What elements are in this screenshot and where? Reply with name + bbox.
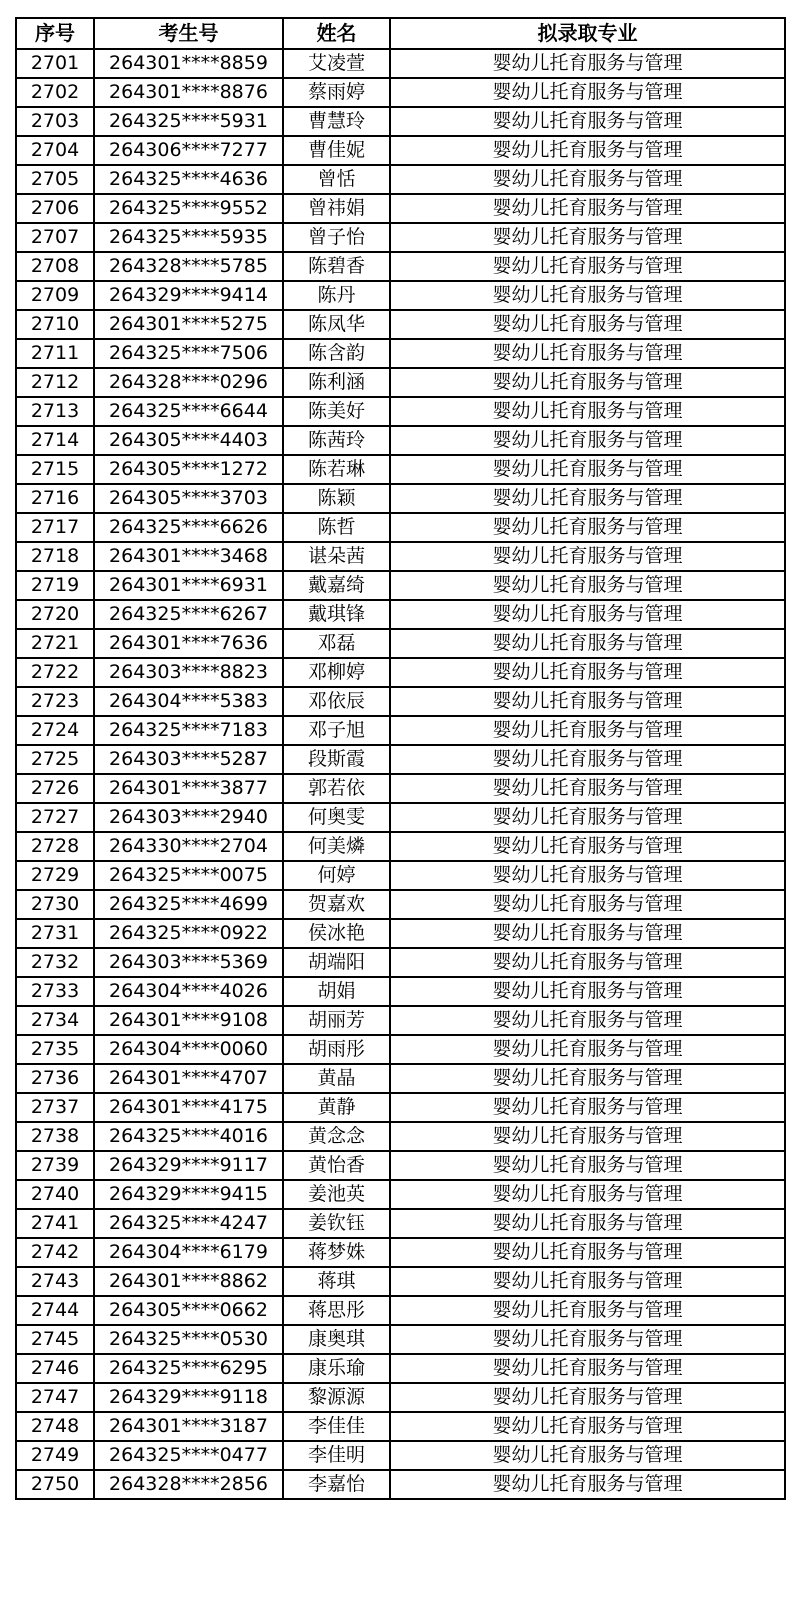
cell-exam-id: 264304****0060 bbox=[94, 1035, 283, 1064]
cell-seq: 2737 bbox=[16, 1093, 94, 1122]
table-row bbox=[16, 542, 785, 571]
cell-seq: 2719 bbox=[16, 571, 94, 600]
table-row bbox=[16, 1441, 785, 1470]
cell-major: 婴幼儿托育服务与管理 bbox=[390, 745, 785, 774]
cell-name: 胡娟 bbox=[283, 977, 390, 1006]
cell-name: 胡雨彤 bbox=[283, 1035, 390, 1064]
cell-major: 婴幼儿托育服务与管理 bbox=[390, 1383, 785, 1412]
cell-name: 陈哲 bbox=[283, 513, 390, 542]
header-major: 拟录取专业 bbox=[390, 18, 785, 49]
cell-seq: 2710 bbox=[16, 310, 94, 339]
cell-seq: 2713 bbox=[16, 397, 94, 426]
cell-name: 黄静 bbox=[283, 1093, 390, 1122]
table-row bbox=[16, 1006, 785, 1035]
cell-name: 姜池英 bbox=[283, 1180, 390, 1209]
cell-exam-id: 264305****0662 bbox=[94, 1296, 283, 1325]
cell-name: 黎源源 bbox=[283, 1383, 390, 1412]
table-row bbox=[16, 919, 785, 948]
table-row bbox=[16, 948, 785, 977]
cell-exam-id: 264325****9552 bbox=[94, 194, 283, 223]
cell-seq: 2730 bbox=[16, 890, 94, 919]
cell-name: 戴琪锋 bbox=[283, 600, 390, 629]
cell-name: 段斯霞 bbox=[283, 745, 390, 774]
cell-exam-id: 264301****8876 bbox=[94, 78, 283, 107]
table-row bbox=[16, 397, 785, 426]
cell-name: 蒋思彤 bbox=[283, 1296, 390, 1325]
table-row bbox=[16, 484, 785, 513]
table-row bbox=[16, 194, 785, 223]
cell-major: 婴幼儿托育服务与管理 bbox=[390, 426, 785, 455]
cell-name: 蔡雨婷 bbox=[283, 78, 390, 107]
cell-major: 婴幼儿托育服务与管理 bbox=[390, 252, 785, 281]
cell-seq: 2704 bbox=[16, 136, 94, 165]
cell-name: 陈利涵 bbox=[283, 368, 390, 397]
cell-major: 婴幼儿托育服务与管理 bbox=[390, 1412, 785, 1441]
cell-major: 婴幼儿托育服务与管理 bbox=[390, 1180, 785, 1209]
header-seq: 序号 bbox=[16, 18, 94, 49]
cell-name: 贺嘉欢 bbox=[283, 890, 390, 919]
cell-name: 谌朵茜 bbox=[283, 542, 390, 571]
table-row bbox=[16, 513, 785, 542]
table-row bbox=[16, 49, 785, 78]
cell-seq: 2733 bbox=[16, 977, 94, 1006]
cell-name: 李佳明 bbox=[283, 1441, 390, 1470]
cell-exam-id: 264325****0477 bbox=[94, 1441, 283, 1470]
cell-name: 陈茜玲 bbox=[283, 426, 390, 455]
cell-name: 陈美好 bbox=[283, 397, 390, 426]
cell-exam-id: 264325****4699 bbox=[94, 890, 283, 919]
cell-major: 婴幼儿托育服务与管理 bbox=[390, 165, 785, 194]
cell-seq: 2729 bbox=[16, 861, 94, 890]
table-row bbox=[16, 1412, 785, 1441]
table-row bbox=[16, 600, 785, 629]
cell-major: 婴幼儿托育服务与管理 bbox=[390, 1209, 785, 1238]
cell-name: 黄念念 bbox=[283, 1122, 390, 1151]
cell-seq: 2741 bbox=[16, 1209, 94, 1238]
cell-seq: 2734 bbox=[16, 1006, 94, 1035]
cell-seq: 2732 bbox=[16, 948, 94, 977]
cell-name: 曾子怡 bbox=[283, 223, 390, 252]
cell-major: 婴幼儿托育服务与管理 bbox=[390, 571, 785, 600]
table-row bbox=[16, 1238, 785, 1267]
cell-exam-id: 264325****0922 bbox=[94, 919, 283, 948]
cell-exam-id: 264325****0075 bbox=[94, 861, 283, 890]
cell-seq: 2725 bbox=[16, 745, 94, 774]
cell-exam-id: 264325****6295 bbox=[94, 1354, 283, 1383]
cell-seq: 2728 bbox=[16, 832, 94, 861]
table-row bbox=[16, 774, 785, 803]
cell-major: 婴幼儿托育服务与管理 bbox=[390, 136, 785, 165]
cell-name: 郭若依 bbox=[283, 774, 390, 803]
admission-table bbox=[15, 17, 786, 1500]
cell-major: 婴幼儿托育服务与管理 bbox=[390, 78, 785, 107]
table-row bbox=[16, 658, 785, 687]
cell-seq: 2706 bbox=[16, 194, 94, 223]
cell-seq: 2727 bbox=[16, 803, 94, 832]
cell-exam-id: 264305****4403 bbox=[94, 426, 283, 455]
cell-exam-id: 264330****2704 bbox=[94, 832, 283, 861]
cell-exam-id: 264328****2856 bbox=[94, 1470, 283, 1499]
cell-major: 婴幼儿托育服务与管理 bbox=[390, 368, 785, 397]
cell-exam-id: 264325****7506 bbox=[94, 339, 283, 368]
table-row bbox=[16, 1151, 785, 1180]
table-row bbox=[16, 1064, 785, 1093]
table-row bbox=[16, 571, 785, 600]
header-exam-id: 考生号 bbox=[94, 18, 283, 49]
cell-major: 婴幼儿托育服务与管理 bbox=[390, 1470, 785, 1499]
cell-exam-id: 264325****4016 bbox=[94, 1122, 283, 1151]
cell-exam-id: 264303****5287 bbox=[94, 745, 283, 774]
cell-exam-id: 264303****8823 bbox=[94, 658, 283, 687]
cell-major: 婴幼儿托育服务与管理 bbox=[390, 832, 785, 861]
cell-major: 婴幼儿托育服务与管理 bbox=[390, 107, 785, 136]
cell-seq: 2714 bbox=[16, 426, 94, 455]
cell-exam-id: 264325****6644 bbox=[94, 397, 283, 426]
cell-major: 婴幼儿托育服务与管理 bbox=[390, 542, 785, 571]
table-row bbox=[16, 977, 785, 1006]
cell-seq: 2717 bbox=[16, 513, 94, 542]
cell-exam-id: 264304****5383 bbox=[94, 687, 283, 716]
cell-major: 婴幼儿托育服务与管理 bbox=[390, 1093, 785, 1122]
cell-seq: 2745 bbox=[16, 1325, 94, 1354]
cell-seq: 2738 bbox=[16, 1122, 94, 1151]
cell-major: 婴幼儿托育服务与管理 bbox=[390, 861, 785, 890]
table-row bbox=[16, 1470, 785, 1499]
cell-exam-id: 264301****6931 bbox=[94, 571, 283, 600]
cell-major: 婴幼儿托育服务与管理 bbox=[390, 629, 785, 658]
cell-name: 陈若琳 bbox=[283, 455, 390, 484]
cell-major: 婴幼儿托育服务与管理 bbox=[390, 658, 785, 687]
cell-name: 侯冰艳 bbox=[283, 919, 390, 948]
cell-name: 戴嘉绮 bbox=[283, 571, 390, 600]
cell-exam-id: 264301****5275 bbox=[94, 310, 283, 339]
header-name: 姓名 bbox=[283, 18, 390, 49]
cell-exam-id: 264301****3468 bbox=[94, 542, 283, 571]
cell-name: 姜钦钰 bbox=[283, 1209, 390, 1238]
cell-name: 邓子旭 bbox=[283, 716, 390, 745]
table-row bbox=[16, 1180, 785, 1209]
table-row bbox=[16, 832, 785, 861]
cell-seq: 2721 bbox=[16, 629, 94, 658]
cell-exam-id: 264305****1272 bbox=[94, 455, 283, 484]
cell-seq: 2707 bbox=[16, 223, 94, 252]
cell-exam-id: 264325****7183 bbox=[94, 716, 283, 745]
cell-major: 婴幼儿托育服务与管理 bbox=[390, 890, 785, 919]
cell-seq: 2726 bbox=[16, 774, 94, 803]
table-row bbox=[16, 368, 785, 397]
cell-exam-id: 264328****5785 bbox=[94, 252, 283, 281]
cell-seq: 2711 bbox=[16, 339, 94, 368]
cell-exam-id: 264306****7277 bbox=[94, 136, 283, 165]
cell-seq: 2702 bbox=[16, 78, 94, 107]
cell-major: 婴幼儿托育服务与管理 bbox=[390, 977, 785, 1006]
table-row bbox=[16, 745, 785, 774]
cell-seq: 2750 bbox=[16, 1470, 94, 1499]
cell-major: 婴幼儿托育服务与管理 bbox=[390, 397, 785, 426]
cell-major: 婴幼儿托育服务与管理 bbox=[390, 1325, 785, 1354]
cell-exam-id: 264325****4636 bbox=[94, 165, 283, 194]
table-row bbox=[16, 803, 785, 832]
cell-name: 康乐瑜 bbox=[283, 1354, 390, 1383]
cell-exam-id: 264304****6179 bbox=[94, 1238, 283, 1267]
cell-major: 婴幼儿托育服务与管理 bbox=[390, 1354, 785, 1383]
cell-name: 何奥雯 bbox=[283, 803, 390, 832]
cell-name: 黄怡香 bbox=[283, 1151, 390, 1180]
cell-name: 黄晶 bbox=[283, 1064, 390, 1093]
cell-seq: 2747 bbox=[16, 1383, 94, 1412]
table-row bbox=[16, 716, 785, 745]
cell-seq: 2709 bbox=[16, 281, 94, 310]
table-row bbox=[16, 629, 785, 658]
cell-exam-id: 264301****9108 bbox=[94, 1006, 283, 1035]
cell-major: 婴幼儿托育服务与管理 bbox=[390, 1441, 785, 1470]
cell-major: 婴幼儿托育服务与管理 bbox=[390, 281, 785, 310]
cell-major: 婴幼儿托育服务与管理 bbox=[390, 687, 785, 716]
cell-major: 婴幼儿托育服务与管理 bbox=[390, 919, 785, 948]
cell-name: 陈含韵 bbox=[283, 339, 390, 368]
cell-name: 胡端阳 bbox=[283, 948, 390, 977]
cell-seq: 2705 bbox=[16, 165, 94, 194]
cell-name: 艾凌萱 bbox=[283, 49, 390, 78]
cell-major: 婴幼儿托育服务与管理 bbox=[390, 1267, 785, 1296]
cell-exam-id: 264301****3187 bbox=[94, 1412, 283, 1441]
cell-name: 陈碧香 bbox=[283, 252, 390, 281]
cell-exam-id: 264329****9415 bbox=[94, 1180, 283, 1209]
cell-seq: 2703 bbox=[16, 107, 94, 136]
cell-exam-id: 264301****4707 bbox=[94, 1064, 283, 1093]
table-header bbox=[16, 18, 785, 49]
cell-exam-id: 264325****6626 bbox=[94, 513, 283, 542]
cell-name: 蒋梦姝 bbox=[283, 1238, 390, 1267]
cell-name: 陈颖 bbox=[283, 484, 390, 513]
cell-seq: 2742 bbox=[16, 1238, 94, 1267]
table-row bbox=[16, 1383, 785, 1412]
cell-exam-id: 264325****4247 bbox=[94, 1209, 283, 1238]
cell-seq: 2749 bbox=[16, 1441, 94, 1470]
table-row bbox=[16, 426, 785, 455]
cell-exam-id: 264301****4175 bbox=[94, 1093, 283, 1122]
cell-exam-id: 264325****5931 bbox=[94, 107, 283, 136]
cell-major: 婴幼儿托育服务与管理 bbox=[390, 716, 785, 745]
table-row bbox=[16, 310, 785, 339]
table-row bbox=[16, 78, 785, 107]
cell-name: 陈凤华 bbox=[283, 310, 390, 339]
table-row bbox=[16, 1325, 785, 1354]
cell-name: 胡丽芳 bbox=[283, 1006, 390, 1035]
cell-exam-id: 264329****9414 bbox=[94, 281, 283, 310]
cell-seq: 2748 bbox=[16, 1412, 94, 1441]
cell-seq: 2731 bbox=[16, 919, 94, 948]
cell-major: 婴幼儿托育服务与管理 bbox=[390, 600, 785, 629]
cell-name: 邓依辰 bbox=[283, 687, 390, 716]
cell-major: 婴幼儿托育服务与管理 bbox=[390, 803, 785, 832]
header-row bbox=[16, 18, 785, 49]
cell-name: 康奥琪 bbox=[283, 1325, 390, 1354]
cell-major: 婴幼儿托育服务与管理 bbox=[390, 1064, 785, 1093]
cell-name: 陈丹 bbox=[283, 281, 390, 310]
table-row bbox=[16, 1296, 785, 1325]
cell-name: 何美燐 bbox=[283, 832, 390, 861]
cell-exam-id: 264325****5935 bbox=[94, 223, 283, 252]
cell-major: 婴幼儿托育服务与管理 bbox=[390, 1122, 785, 1151]
cell-exam-id: 264301****3877 bbox=[94, 774, 283, 803]
cell-major: 婴幼儿托育服务与管理 bbox=[390, 1151, 785, 1180]
cell-seq: 2724 bbox=[16, 716, 94, 745]
cell-seq: 2739 bbox=[16, 1151, 94, 1180]
cell-major: 婴幼儿托育服务与管理 bbox=[390, 1035, 785, 1064]
table-row bbox=[16, 1093, 785, 1122]
cell-seq: 2735 bbox=[16, 1035, 94, 1064]
cell-exam-id: 264305****3703 bbox=[94, 484, 283, 513]
cell-name: 蒋琪 bbox=[283, 1267, 390, 1296]
cell-seq: 2723 bbox=[16, 687, 94, 716]
cell-name: 曾恬 bbox=[283, 165, 390, 194]
cell-seq: 2701 bbox=[16, 49, 94, 78]
cell-major: 婴幼儿托育服务与管理 bbox=[390, 484, 785, 513]
table-row bbox=[16, 165, 785, 194]
cell-seq: 2722 bbox=[16, 658, 94, 687]
cell-seq: 2736 bbox=[16, 1064, 94, 1093]
cell-seq: 2746 bbox=[16, 1354, 94, 1383]
cell-seq: 2718 bbox=[16, 542, 94, 571]
table-row bbox=[16, 107, 785, 136]
cell-major: 婴幼儿托育服务与管理 bbox=[390, 948, 785, 977]
cell-major: 婴幼儿托育服务与管理 bbox=[390, 1296, 785, 1325]
cell-name: 邓柳婷 bbox=[283, 658, 390, 687]
cell-exam-id: 264304****4026 bbox=[94, 977, 283, 1006]
table-row bbox=[16, 1209, 785, 1238]
table-row bbox=[16, 1035, 785, 1064]
cell-name: 李嘉怡 bbox=[283, 1470, 390, 1499]
cell-major: 婴幼儿托育服务与管理 bbox=[390, 1006, 785, 1035]
cell-seq: 2720 bbox=[16, 600, 94, 629]
cell-major: 婴幼儿托育服务与管理 bbox=[390, 339, 785, 368]
cell-exam-id: 264329****9117 bbox=[94, 1151, 283, 1180]
table-row bbox=[16, 687, 785, 716]
cell-major: 婴幼儿托育服务与管理 bbox=[390, 774, 785, 803]
cell-seq: 2743 bbox=[16, 1267, 94, 1296]
cell-exam-id: 264325****0530 bbox=[94, 1325, 283, 1354]
cell-exam-id: 264303****5369 bbox=[94, 948, 283, 977]
table-row bbox=[16, 136, 785, 165]
cell-exam-id: 264301****8862 bbox=[94, 1267, 283, 1296]
cell-name: 曹佳妮 bbox=[283, 136, 390, 165]
cell-seq: 2712 bbox=[16, 368, 94, 397]
cell-name: 何婷 bbox=[283, 861, 390, 890]
cell-seq: 2740 bbox=[16, 1180, 94, 1209]
table-row bbox=[16, 223, 785, 252]
cell-exam-id: 264325****6267 bbox=[94, 600, 283, 629]
cell-major: 婴幼儿托育服务与管理 bbox=[390, 194, 785, 223]
table-row bbox=[16, 339, 785, 368]
cell-exam-id: 264328****0296 bbox=[94, 368, 283, 397]
cell-seq: 2744 bbox=[16, 1296, 94, 1325]
table-row bbox=[16, 252, 785, 281]
cell-name: 曹慧玲 bbox=[283, 107, 390, 136]
cell-name: 曾祎娟 bbox=[283, 194, 390, 223]
cell-exam-id: 264301****8859 bbox=[94, 49, 283, 78]
table-body bbox=[16, 49, 785, 1499]
cell-major: 婴幼儿托育服务与管理 bbox=[390, 49, 785, 78]
cell-major: 婴幼儿托育服务与管理 bbox=[390, 310, 785, 339]
cell-exam-id: 264303****2940 bbox=[94, 803, 283, 832]
cell-name: 邓磊 bbox=[283, 629, 390, 658]
cell-seq: 2716 bbox=[16, 484, 94, 513]
cell-exam-id: 264301****7636 bbox=[94, 629, 283, 658]
cell-major: 婴幼儿托育服务与管理 bbox=[390, 455, 785, 484]
cell-major: 婴幼儿托育服务与管理 bbox=[390, 1238, 785, 1267]
cell-name: 李佳佳 bbox=[283, 1412, 390, 1441]
table-row bbox=[16, 455, 785, 484]
cell-seq: 2708 bbox=[16, 252, 94, 281]
table-row bbox=[16, 1354, 785, 1383]
table-row bbox=[16, 890, 785, 919]
cell-major: 婴幼儿托育服务与管理 bbox=[390, 223, 785, 252]
table-row bbox=[16, 281, 785, 310]
cell-major: 婴幼儿托育服务与管理 bbox=[390, 513, 785, 542]
table-row bbox=[16, 861, 785, 890]
table-row bbox=[16, 1122, 785, 1151]
table-row bbox=[16, 1267, 785, 1296]
cell-exam-id: 264329****9118 bbox=[94, 1383, 283, 1412]
cell-seq: 2715 bbox=[16, 455, 94, 484]
